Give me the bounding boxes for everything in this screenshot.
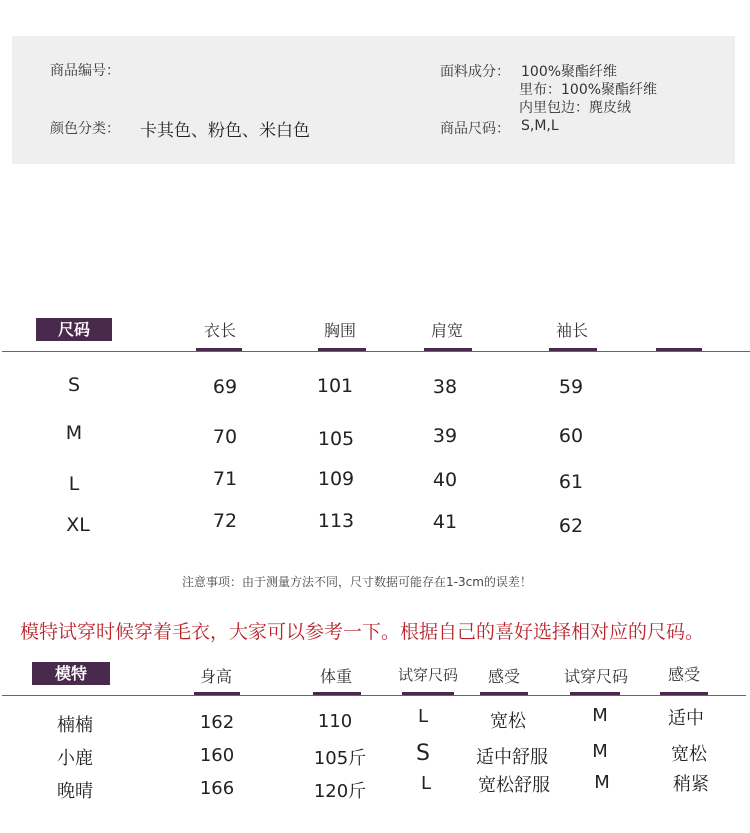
shoulder-cell: 40 xyxy=(432,469,458,491)
model-name: 小鹿 xyxy=(57,748,93,769)
size-cell: XL xyxy=(66,514,90,536)
header-length: 衣长 xyxy=(203,321,236,340)
size-cell: S xyxy=(67,374,81,396)
size-cell: M xyxy=(65,422,83,444)
sku-label: 商品编号： xyxy=(50,63,120,79)
length-cell: 70 xyxy=(212,426,238,448)
feel-2: 稍紧 xyxy=(673,774,709,795)
length-cell: 72 xyxy=(212,510,238,532)
feel-1: 宽松舒服 xyxy=(478,775,550,796)
model-name: 楠楠 xyxy=(57,715,93,736)
length-cell: 69 xyxy=(212,376,238,398)
feel-1: 宽松 xyxy=(490,711,526,732)
model-notice: 模特试穿时候穿着毛衣，大家可以参考一下。根据自己的喜好选择相对应的尺码。 xyxy=(20,621,705,643)
trial-size-1: L xyxy=(420,773,432,794)
sleeve-cell: 60 xyxy=(558,425,584,447)
bust-cell: 101 xyxy=(316,375,354,397)
size-table-tag: 尺码 xyxy=(36,318,112,341)
model-height: 166 xyxy=(199,778,235,799)
fabric-value: 100%聚酯纤维 xyxy=(521,64,618,80)
size-label: 商品尺码： xyxy=(440,121,510,137)
color-label: 颜色分类： xyxy=(50,121,120,137)
shoulder-cell: 38 xyxy=(432,376,458,398)
header-bust: 胸围 xyxy=(323,321,356,340)
feel-2: 宽松 xyxy=(671,744,707,765)
model-weight: 105斤 xyxy=(313,748,367,769)
header-feel-2: 感受 xyxy=(667,665,700,684)
bust-cell: 109 xyxy=(317,468,355,490)
trial-size-2: M xyxy=(592,741,608,762)
header-trial-size-1: 试穿尺码 xyxy=(397,666,458,684)
feel-1: 适中舒服 xyxy=(476,747,548,768)
sleeve-cell: 61 xyxy=(558,471,584,493)
model-name: 晚晴 xyxy=(57,781,93,802)
trial-size-1: S xyxy=(416,741,430,766)
model-weight: 110 xyxy=(317,711,353,732)
model-height: 160 xyxy=(199,745,235,766)
bust-cell: 105 xyxy=(317,428,355,450)
model-height: 162 xyxy=(199,712,235,733)
shoulder-cell: 41 xyxy=(432,511,458,533)
header-height: 身高 xyxy=(199,667,232,686)
size-value: S,M,L xyxy=(521,118,559,134)
header-feel-1: 感受 xyxy=(487,667,520,686)
trial-size-2: M xyxy=(594,772,610,793)
length-cell: 71 xyxy=(212,468,238,490)
shoulder-cell: 39 xyxy=(432,425,458,447)
color-value: 卡其色、粉色、米白色 xyxy=(140,121,310,141)
lining-line: 里布：100%聚酯纤维 xyxy=(519,82,658,98)
trial-size-2: M xyxy=(592,705,608,726)
feel-2: 适中 xyxy=(668,708,704,729)
header-weight: 体重 xyxy=(319,667,352,686)
sleeve-cell: 59 xyxy=(558,376,584,398)
header-shoulder: 肩宽 xyxy=(430,321,463,340)
bust-cell: 113 xyxy=(317,510,355,532)
trim-line: 内里包边：麂皮绒 xyxy=(519,100,631,116)
model-weight: 120斤 xyxy=(313,781,367,802)
trial-size-1: L xyxy=(417,706,429,727)
measurement-note: 注意事项：由于测量方法不同，尺寸数据可能存在1-3cm的误差！ xyxy=(182,575,532,589)
model-table-tag: 模特 xyxy=(32,662,110,685)
sleeve-cell: 62 xyxy=(558,515,584,537)
fabric-label: 面料成分： xyxy=(440,64,510,80)
header-sleeve: 袖长 xyxy=(555,321,588,340)
header-trial-size-2: 试穿尺码 xyxy=(563,667,628,686)
table-divider xyxy=(2,695,746,696)
table-divider xyxy=(2,351,750,352)
size-cell: L xyxy=(68,473,80,495)
